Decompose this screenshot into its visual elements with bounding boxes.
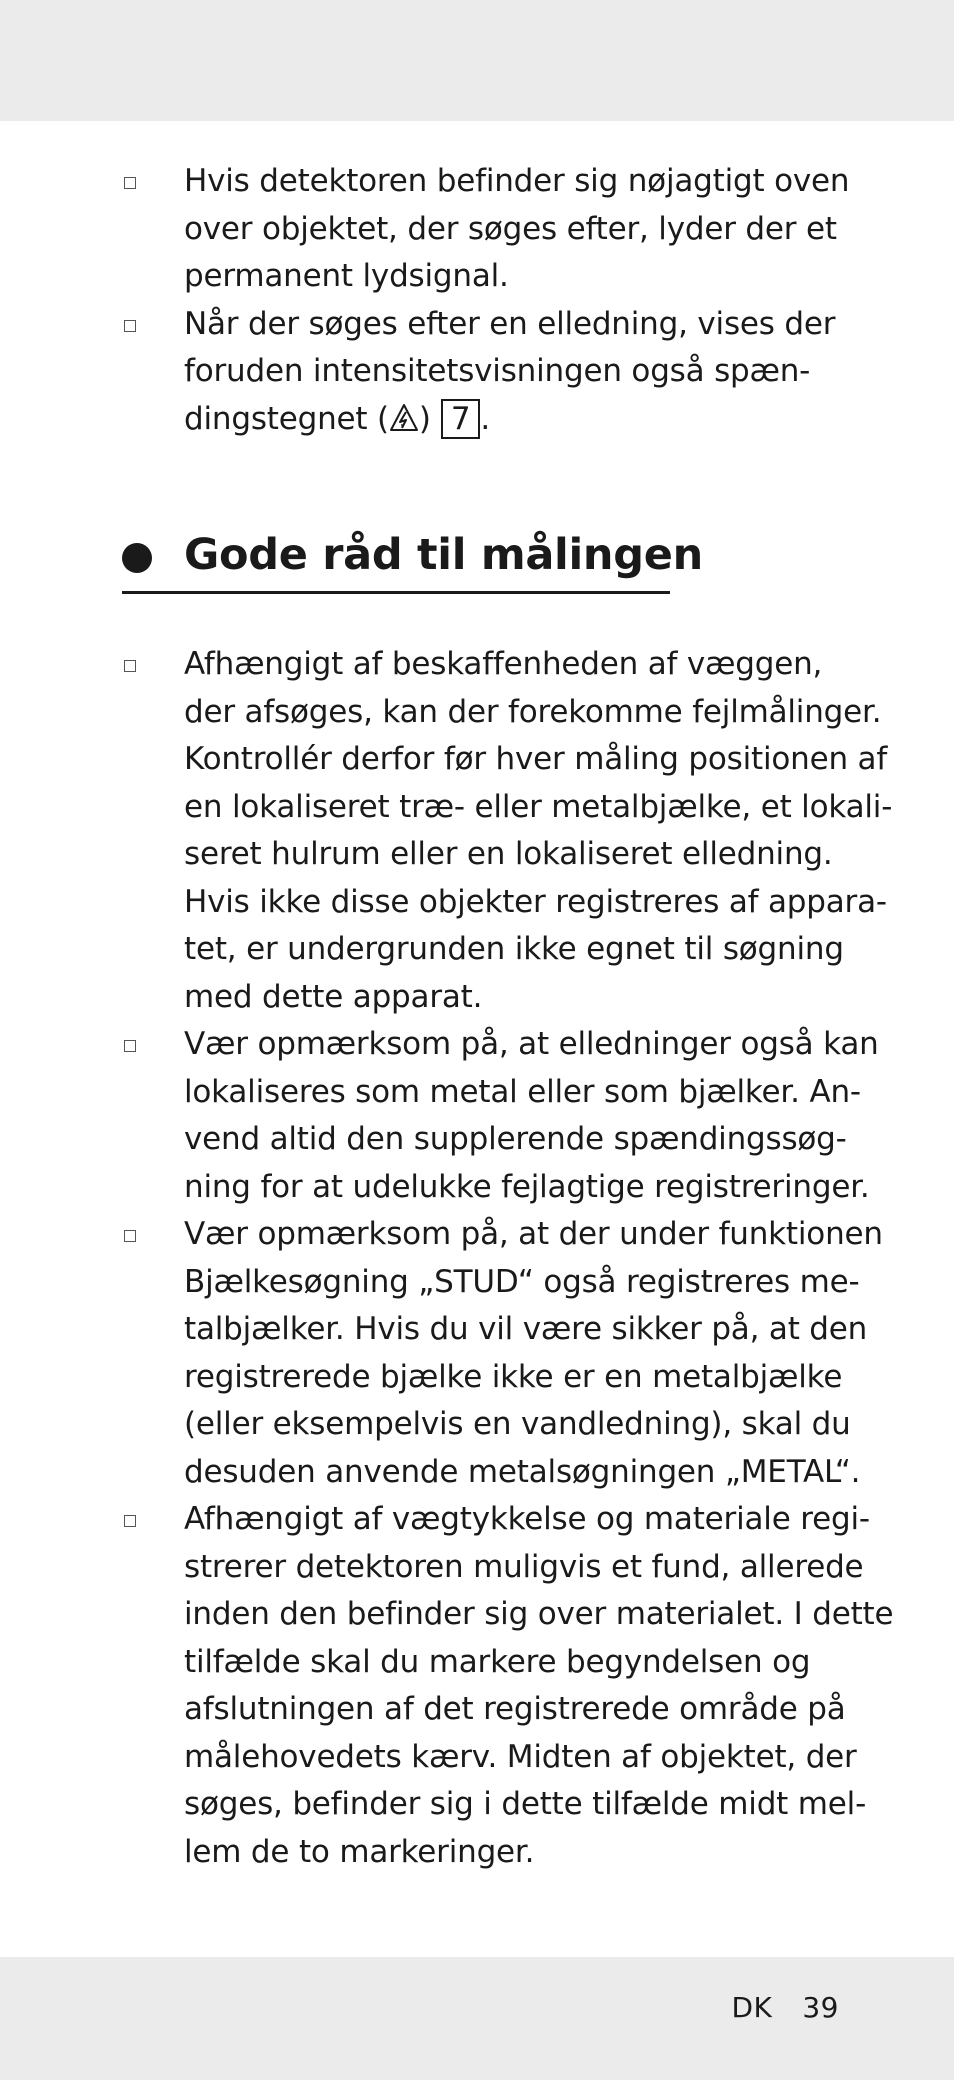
- text-line: vend altid den supplerende spændingssøg-: [184, 1121, 847, 1157]
- section-title: Gode råd til målingen: [184, 530, 703, 580]
- figure-reference-box: 7: [441, 399, 481, 439]
- intro-list: [122, 158, 862, 443]
- text-line: foruden intensitetsvisningen også spæn-: [184, 353, 811, 389]
- section-heading: [122, 523, 862, 593]
- list-item: [122, 158, 862, 301]
- text-line: talbjælker. Hvis du vil være sikker på, at den: [184, 1311, 868, 1347]
- text-line: Afhængigt af vægtykkelse og materiale regi-: [184, 1501, 870, 1537]
- list-item: [122, 1496, 894, 1876]
- page-footer: [731, 1988, 839, 2028]
- bullet-box: [124, 1515, 136, 1527]
- heading-underline: [122, 591, 670, 594]
- language-code: DK: [731, 1991, 773, 2024]
- text-line: målehovedets kærv. Midten af objektet, der: [184, 1738, 857, 1775]
- text-line: Afhængigt af beskaffenheden af væggen,: [184, 646, 823, 682]
- text-line: permanent lydsignal.: [184, 258, 509, 294]
- bullet-box: [124, 660, 136, 672]
- list-item: [122, 1021, 879, 1211]
- text-line: Vær opmærksom på, at der under funktionen: [184, 1216, 883, 1252]
- text-line: (eller eksempelvis en vandledning), skal du: [184, 1406, 851, 1442]
- text-fragment: ): [418, 400, 431, 437]
- tips-list: [122, 641, 894, 1876]
- text-line: Hvis ikke disse objekter registreres af appara-: [184, 883, 887, 920]
- bullet-box: [124, 1040, 136, 1052]
- text-line: ning for at udelukke fejlagtige registreringer.: [184, 1168, 870, 1205]
- text-line: Kontrollér derfor før hver måling positionen af: [184, 741, 888, 777]
- text-line: seret hulrum eller en lokaliseret elledning.: [184, 836, 833, 872]
- text-line: over objektet, der søges efter, lyder der et: [184, 210, 837, 247]
- text-line: registrerede bjælke ikke er en metalbjælke: [184, 1358, 843, 1395]
- text-line: en lokaliseret træ- eller metalbjælke, et lokali-: [184, 788, 893, 825]
- text-line: tet, er undergrunden ikke egnet til søgning: [184, 931, 844, 967]
- bullet-box: [124, 320, 136, 332]
- heading-bullet-dot: [122, 543, 152, 573]
- high-voltage-warning-icon: [389, 403, 419, 433]
- list-item: [122, 641, 893, 1021]
- page-content: [122, 158, 894, 1876]
- text-line: tilfælde skal du markere begyndelsen og: [184, 1643, 811, 1680]
- text-line: der afsøges, kan der forekomme fejlmålinger.: [184, 693, 882, 730]
- list-item: [122, 1211, 883, 1496]
- text-line: med dette apparat.: [184, 978, 483, 1015]
- text-line: lokaliseres som metal eller som bjælker. An-: [184, 1073, 861, 1110]
- bullet-box: [124, 177, 136, 189]
- text-line: inden den befinder sig over materialet. I dette: [184, 1596, 894, 1632]
- text-fragment: .: [480, 400, 490, 437]
- text-line: Bjælkesøgning „STUD“ også registreres me-: [184, 1263, 860, 1300]
- text-line: strerer detektoren muligvis et fund, allerede: [184, 1548, 864, 1585]
- text-fragment: dingstegnet (: [184, 400, 389, 437]
- text-line: afslutningen af det registrerede område på: [184, 1691, 846, 1727]
- top-margin-band: [0, 0, 954, 121]
- text-line: Når der søges efter en elledning, vises der: [184, 305, 836, 342]
- bullet-box: [124, 1230, 136, 1242]
- text-line: søges, befinder sig i dette tilfælde midt mel-: [184, 1786, 867, 1822]
- text-line: Vær opmærksom på, at elledninger også kan: [184, 1026, 879, 1062]
- text-line-with-symbol: [184, 396, 862, 444]
- page-number: 39: [802, 1991, 839, 2024]
- text-line: Hvis detektoren befinder sig nøjagtigt oven: [184, 163, 850, 199]
- text-line: lem de to markeringer.: [184, 1833, 535, 1870]
- list-item: [122, 301, 862, 444]
- text-line: desuden anvende metalsøgningen „METAL“.: [184, 1453, 861, 1490]
